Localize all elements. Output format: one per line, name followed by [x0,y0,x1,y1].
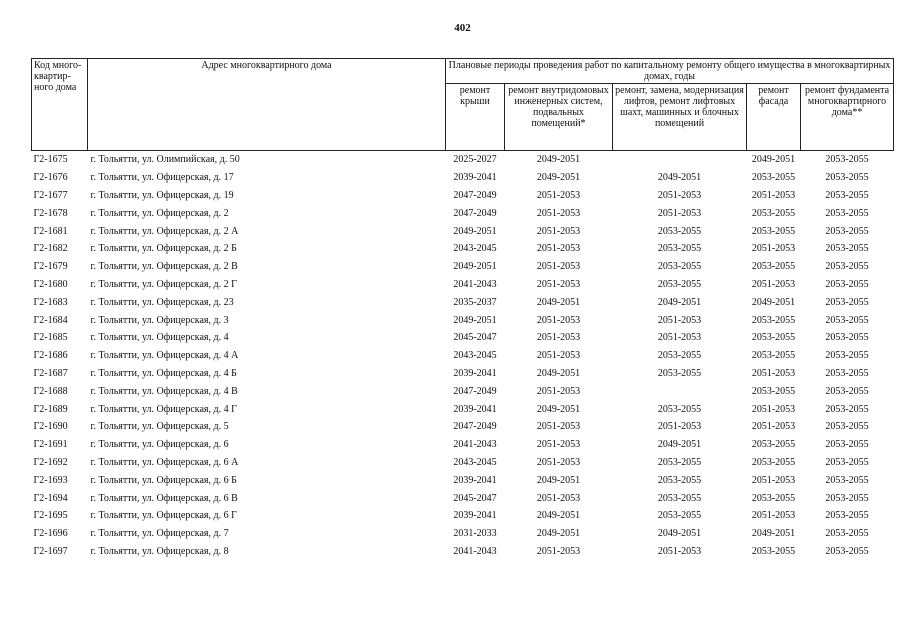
cell-lifts: 2053-2055 [657,225,702,237]
cell-address: г. Тольятти, ул. Олимпийская, д. 50 [88,151,446,169]
cell-roof: 2041-2043 [453,278,497,290]
cell-address: г. Тольятти, ул. Офицерская, д. 6 Г [90,510,237,522]
cell-lifts: 2053-2055 [657,278,702,290]
cell-facade: 2053-2055 [751,172,796,184]
cell-foundation: 2053-2055 [825,243,869,255]
cell-foundation: 2053-2055 [825,403,869,415]
cell-roof: 2031-2033 [453,528,497,540]
cell-address: г. Тольятти, ул. Офицерская, д. 4 Б [90,367,237,379]
cell-address: г. Тольятти, ул. Офицерская, д. 4 Г [90,403,237,415]
cell-facade: 2053-2055 [751,332,796,344]
header-address: Адрес многоквартирного дома [88,59,446,151]
cell-facade: 2051-2053 [751,367,796,379]
cell-facade: 2051-2053 [751,510,796,522]
cell-address: г. Тольятти, ул. Офицерская, д. 2 Г [90,278,237,290]
cell-roof: 2035-2037 [453,296,497,308]
cell-lifts: 2053-2055 [657,456,702,468]
header-lifts: ремонт, замена, модернизация лифтов, ремонт лифтовых шахт, машинных и блочных помещений [613,84,747,151]
cell-code: Г2-1696 [33,528,68,540]
cell-engineering: 2051-2053 [536,456,581,468]
cell-code: Г2-1683 [33,296,68,308]
table-row [32,525,894,543]
cell-facade: 2053-2055 [751,545,796,557]
cell-code: Г2-1675 [32,151,88,169]
cell-foundation: 2053-2055 [825,528,869,540]
cell-roof: 2025-2027 [446,151,505,169]
cell-lifts: 2051-2053 [657,189,702,201]
cell-code: Г2-1692 [33,456,68,468]
table-row [32,382,894,400]
cell-address: г. Тольятти, ул. Офицерская, д. 19 [90,189,234,201]
cell-foundation: 2053-2055 [825,225,869,237]
cell-facade: 2053-2055 [751,385,796,397]
cell-engineering: 2051-2053 [536,207,581,219]
cell-roof: 2049-2051 [453,261,497,273]
cell-foundation: 2053-2055 [825,545,869,557]
cell-code: Г2-1686 [33,350,68,362]
cell-address: г. Тольятти, ул. Офицерская, д. 6 В [90,492,238,504]
cell-roof: 2047-2049 [453,189,497,201]
cell-lifts: 2053-2055 [657,403,702,415]
cell-address: г. Тольятти, ул. Офицерская, д. 5 [90,421,229,433]
cell-code: Г2-1678 [33,207,68,219]
cell-code: Г2-1679 [33,261,68,273]
table-row [32,400,894,418]
table-row [32,489,894,507]
cell-address: г. Тольятти, ул. Офицерская, д. 6 Б [90,474,237,486]
cell-lifts: 2051-2053 [657,314,702,326]
cell-lifts: 2053-2055 [657,243,702,255]
cell-code: Г2-1687 [33,367,68,379]
cell-foundation: 2053-2055 [825,385,869,397]
cell-address: г. Тольятти, ул. Офицерская, д. 6 [90,439,229,451]
cell-lifts: 2049-2051 [657,172,702,184]
cell-address: г. Тольятти, ул. Офицерская, д. 4 А [90,350,239,362]
cell-engineering: 2051-2053 [536,243,581,255]
cell-roof: 2049-2051 [453,314,497,326]
cell-facade: 2051-2053 [751,421,796,433]
cell-facade: 2051-2053 [751,403,796,415]
cell-lifts [613,382,747,400]
table-row [32,471,894,489]
cell-facade: 2053-2055 [751,225,796,237]
table-row [32,347,894,365]
capital-repair-table [31,58,894,560]
cell-address: г. Тольятти, ул. Офицерская, д. 17 [90,172,234,184]
cell-facade: 2051-2053 [751,189,796,201]
cell-lifts: 2051-2053 [657,207,702,219]
cell-foundation: 2053-2055 [825,350,869,362]
cell-lifts: 2053-2055 [657,510,702,522]
cell-engineering: 2051-2053 [536,421,581,433]
cell-engineering: 2051-2053 [536,492,581,504]
cell-roof: 2041-2043 [453,545,497,557]
table-row [32,329,894,347]
cell-address: г. Тольятти, ул. Офицерская, д. 2 [90,207,229,219]
cell-lifts: 2049-2051 [657,296,702,308]
cell-roof: 2039-2041 [453,403,497,415]
cell-engineering: 2049-2051 [536,474,581,486]
cell-address: г. Тольятти, ул. Офицерская, д. 4 В [90,385,238,397]
page-number: 402 [454,22,471,34]
cell-foundation: 2053-2055 [825,474,869,486]
cell-facade: 2053-2055 [751,439,796,451]
cell-code: Г2-1680 [33,278,68,290]
cell-code: Г2-1681 [33,225,68,237]
cell-code: Г2-1682 [33,243,68,255]
cell-roof: 2045-2047 [453,492,497,504]
cell-code: Г2-1676 [33,172,68,184]
table-row [32,187,894,205]
cell-lifts: 2051-2053 [657,545,702,557]
cell-roof: 2049-2051 [453,225,497,237]
cell-roof: 2039-2041 [453,474,497,486]
table-row [32,365,894,383]
cell-facade: 2051-2053 [751,474,796,486]
cell-engineering: 2051-2053 [536,385,581,397]
table-row [32,276,894,294]
cell-foundation: 2053-2055 [825,278,869,290]
table-header [32,59,894,151]
cell-roof: 2039-2041 [453,510,497,522]
table-row [32,418,894,436]
cell-roof: 2039-2041 [453,367,497,379]
cell-engineering: 2051-2053 [536,350,581,362]
cell-foundation: 2053-2055 [825,261,869,273]
cell-address: г. Тольятти, ул. Офицерская, д. 7 [90,528,229,540]
cell-lifts: 2051-2053 [657,332,702,344]
cell-foundation: 2053-2055 [825,492,869,504]
cell-roof: 2047-2049 [453,207,497,219]
cell-engineering: 2051-2053 [536,225,581,237]
table-row [32,151,894,169]
cell-code: Г2-1690 [33,421,68,433]
cell-address: г. Тольятти, ул. Офицерская, д. 2 В [90,261,238,273]
cell-foundation: 2053-2055 [825,439,869,451]
table-row [32,436,894,454]
cell-facade: 2049-2051 [747,151,801,169]
cell-engineering: 2051-2053 [536,332,581,344]
header-roof: ремонт крыши [446,84,505,151]
cell-roof: 2045-2047 [453,332,497,344]
table-row [32,204,894,222]
cell-address: г. Тольятти, ул. Офицерская, д. 6 А [90,456,239,468]
cell-facade: 2049-2051 [751,528,796,540]
table-row [32,293,894,311]
cell-engineering: 2049-2051 [536,296,581,308]
cell-code: Г2-1694 [33,492,68,504]
table-row [32,169,894,187]
cell-code: Г2-1693 [33,474,68,486]
cell-foundation: 2053-2055 [825,172,869,184]
cell-foundation: 2053-2055 [825,332,869,344]
cell-lifts: 2053-2055 [657,350,702,362]
cell-engineering: 2051-2053 [536,314,581,326]
cell-engineering: 2051-2053 [536,278,581,290]
table-row [32,258,894,276]
cell-engineering: 2051-2053 [536,545,581,557]
table-row [32,543,894,561]
cell-facade: 2053-2055 [751,350,796,362]
cell-lifts: 2049-2051 [657,439,702,451]
cell-engineering: 2049-2051 [536,528,581,540]
cell-code: Г2-1685 [33,332,68,344]
cell-roof: 2047-2049 [453,385,497,397]
header-foundation: ремонт фундамента многоквартирного дома** [801,84,894,151]
cell-foundation: 2053-2055 [825,314,869,326]
cell-foundation: 2053-2055 [825,367,869,379]
cell-address: г. Тольятти, ул. Офицерская, д. 3 [90,314,229,326]
header-facade: ремонт фасада [747,84,801,151]
cell-address: г. Тольятти, ул. Офицерская, д. 4 [90,332,229,344]
cell-engineering: 2049-2051 [536,403,581,415]
cell-lifts [613,151,747,169]
cell-roof: 2043-2045 [453,456,497,468]
cell-lifts: 2049-2051 [657,528,702,540]
table-row [32,222,894,240]
cell-foundation: 2053-2055 [825,510,869,522]
cell-code: Г2-1697 [33,545,68,557]
cell-code: Г2-1684 [33,314,68,326]
cell-code: Г2-1688 [33,385,68,397]
cell-address: г. Тольятти, ул. Офицерская, д. 23 [90,296,234,308]
cell-engineering: 2051-2053 [536,261,581,273]
cell-lifts: 2053-2055 [657,261,702,273]
cell-facade: 2053-2055 [751,207,796,219]
cell-roof: 2043-2045 [453,350,497,362]
cell-foundation: 2053-2055 [825,456,869,468]
header-code: Код много-квартир-ного дома [32,59,88,151]
cell-code: Г2-1689 [33,403,68,415]
cell-lifts: 2053-2055 [657,367,702,379]
cell-engineering: 2049-2051 [536,172,581,184]
table-row [32,454,894,472]
cell-engineering: 2049-2051 [505,151,613,169]
cell-code: Г2-1695 [33,510,68,522]
cell-lifts: 2053-2055 [657,474,702,486]
table-row [32,311,894,329]
cell-code: Г2-1691 [33,439,68,451]
cell-foundation: 2053-2055 [825,207,869,219]
cell-roof: 2039-2041 [453,172,497,184]
cell-engineering: 2051-2053 [536,439,581,451]
cell-foundation: 2053-2055 [825,189,869,201]
cell-code: Г2-1677 [33,189,68,201]
cell-engineering: 2049-2051 [536,367,581,379]
cell-address: г. Тольятти, ул. Офицерская, д. 8 [90,545,229,557]
cell-address: г. Тольятти, ул. Офицерская, д. 2 Б [90,243,237,255]
cell-foundation: 2053-2055 [825,421,869,433]
cell-facade: 2053-2055 [751,261,796,273]
header-engineering: ремонт внутридомовых инженерных систем, подвальных помещений* [505,84,613,151]
cell-facade: 2053-2055 [751,456,796,468]
cell-facade: 2049-2051 [751,296,796,308]
cell-foundation: 2053-2055 [801,151,894,169]
table-row [32,240,894,258]
cell-facade: 2053-2055 [751,492,796,504]
cell-facade: 2051-2053 [751,243,796,255]
cell-address: г. Тольятти, ул. Офицерская, д. 2 А [90,225,239,237]
cell-lifts: 2053-2055 [657,492,702,504]
cell-lifts: 2051-2053 [657,421,702,433]
cell-engineering: 2051-2053 [536,189,581,201]
cell-facade: 2053-2055 [751,314,796,326]
cell-facade: 2051-2053 [751,278,796,290]
table-body [32,151,894,561]
cell-roof: 2041-2043 [453,439,497,451]
cell-roof: 2047-2049 [453,421,497,433]
cell-foundation: 2053-2055 [825,296,869,308]
header-periods: Плановые периоды проведения работ по капитальному ремонту общего имущества в многоквартирных домах, годы [446,59,894,84]
table-row [32,507,894,525]
cell-engineering: 2049-2051 [536,510,581,522]
cell-roof: 2043-2045 [453,243,497,255]
